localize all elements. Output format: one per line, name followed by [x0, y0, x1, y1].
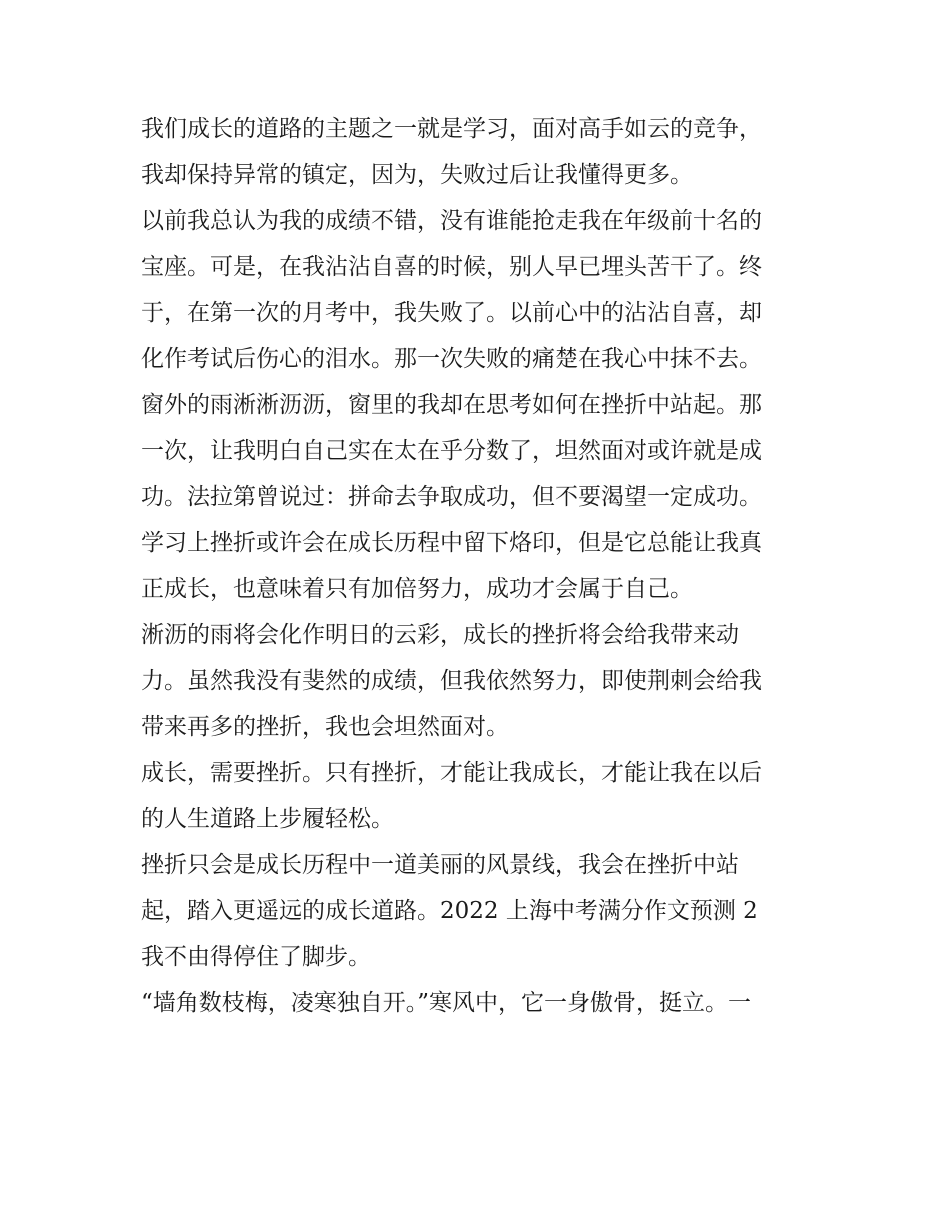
text-line: 的人生道路上步履轻松。 [141, 806, 394, 832]
text-line: 于，在第一次的月考中，我失败了。以前心中的沾沾自喜，却 [141, 300, 762, 326]
text-line: 功。法拉第曾说过：拼命去争取成功，但不要渴望一定成功。 [141, 484, 762, 510]
text-line: 一次，让我明白自己实在太在乎分数了，坦然面对或许就是成 [141, 438, 762, 464]
text-line: 我不由得停住了脚步。 [141, 944, 371, 970]
text-line: 窗外的雨淅淅沥沥，窗里的我却在思考如何在挫折中站起。那 [141, 392, 762, 418]
text-line: 以前我总认为我的成绩不错，没有谁能抢走我在年级前十名的 [141, 208, 762, 234]
text-line: 我们成长的道路的主题之一就是学习，面对高手如云的竞争， [141, 116, 762, 142]
text-line: 正成长，也意味着只有加倍努力，成功才会属于自己。 [141, 576, 693, 602]
text-line: 挫折只会是成长历程中一道美丽的风景线，我会在挫折中站 [141, 852, 739, 878]
text-line: 宝座。可是，在我沾沾自喜的时候，别人早已埋头苦干了。终 [141, 254, 762, 280]
essay-text [141, 106, 821, 1026]
text-line: 化作考试后伤心的泪水。那一次失败的痛楚在我心中抹不去。 [141, 346, 762, 372]
text-line: 成长，需要挫折。只有挫折，才能让我成长，才能让我在以后 [141, 760, 762, 786]
text-line: “墙角数枝梅，凌寒独自开。”寒风中，它一身傲骨，挺立。一 [141, 990, 752, 1016]
text-line: 带来再多的挫折，我也会坦然面对。 [141, 714, 509, 740]
text-line: 起，踏入更遥远的成长道路。2022 上海中考满分作文预测 2 [141, 898, 758, 924]
text-line: 力。虽然我没有斐然的成绩，但我依然努力，即使荆刺会给我 [141, 668, 762, 694]
text-line: 我却保持异常的镇定，因为，失败过后让我懂得更多。 [141, 162, 693, 188]
text-line: 学习上挫折或许会在成长历程中留下烙印，但是它总能让我真 [141, 530, 762, 556]
text-line: 淅沥的雨将会化作明日的云彩，成长的挫折将会给我带来动 [141, 622, 739, 648]
